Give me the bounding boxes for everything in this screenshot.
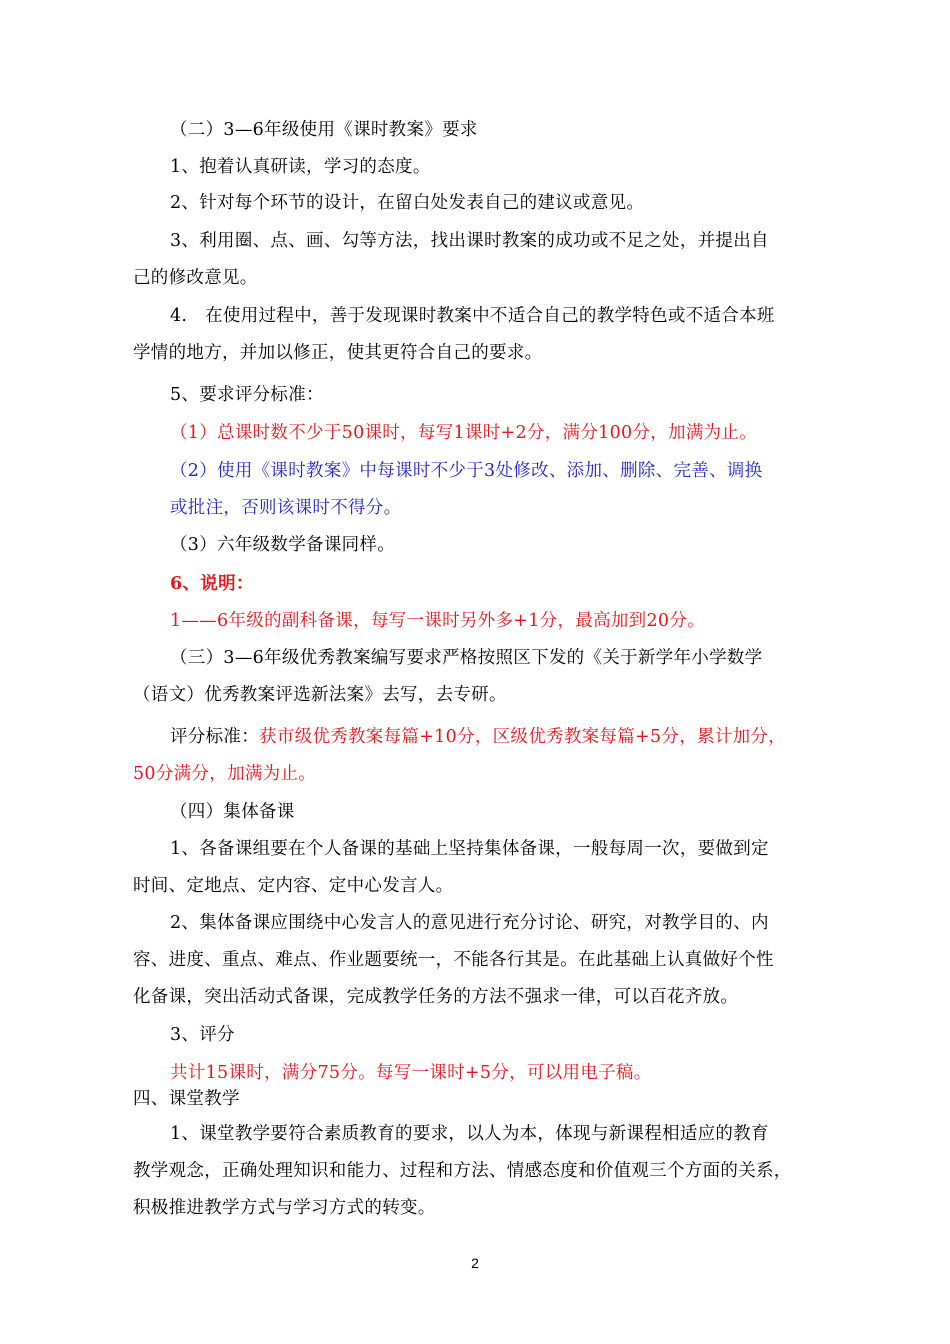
scoring-rule-1 (170, 421, 757, 445)
item-2 (170, 191, 644, 215)
collective-scoring (170, 1061, 652, 1085)
text: （语文）优秀教案评选新法案》去写，去专研。 (133, 685, 507, 705)
item-4-line1 (170, 304, 775, 328)
text: 教学观念，正确处理知识和能力、过程和方法、情感态度和价值观三个方面的关系， (133, 1161, 792, 1181)
text: 积极推进教学方式与学习方式的转变。 (133, 1198, 436, 1218)
text: 50分满分，加满为止。 (133, 764, 317, 784)
collective-item-2-line2 (133, 948, 774, 972)
text: 2、集体备课应围绕中心发言人的意见进行充分讨论、研究，对教学目的、内 (170, 913, 769, 933)
text: 己的修改意见。 (133, 268, 258, 288)
item-5 (170, 383, 324, 407)
text: 3、利用圈、点、画、勾等方法，找出课时教案的成功或不足之处，并提出自 (170, 231, 769, 251)
text: 1、课堂教学要符合素质教育的要求，以人为本，体现与新课程相适应的教育 (170, 1124, 769, 1144)
text: 5、要求评分标准： (170, 385, 324, 405)
collective-item-2-line3 (133, 985, 738, 1009)
page-number: 2 (471, 1255, 479, 1271)
scoring-rule-2-line1 (170, 459, 762, 483)
classroom-item-1-line1 (170, 1122, 769, 1146)
text: 四、课堂教学 (133, 1089, 240, 1109)
section-4-classroom-teaching (133, 1087, 240, 1111)
heading-2-3-6-lesson-plan (170, 118, 478, 142)
text: 1、抱着认真研读，学习的态度。 (170, 157, 431, 177)
excellent-plan-scoring-line1 (170, 725, 786, 749)
text: （四）集体备课 (170, 802, 295, 822)
text: 学情的地方，并加以修正，使其更符合自己的要求。 (133, 343, 543, 363)
label: 评分标准： (170, 727, 259, 747)
scoring-rule-3 (170, 533, 395, 557)
text: 共计15课时，满分75分。每写一课时+5分，可以用电子稿。 (170, 1063, 652, 1083)
text: （三）3—6年级优秀教案编写要求严格按照区下发的《关于新学年小学数学 (170, 648, 763, 668)
text: （1）总课时数不少于50课时，每写1课时+2分，满分100分，加满为止。 (170, 423, 758, 443)
scoring-rule-2-line2 (170, 496, 401, 520)
item-3-line1 (170, 229, 769, 253)
item-6-heading (170, 572, 254, 596)
heading-4-collective (170, 800, 295, 824)
classroom-item-1-line3 (133, 1196, 436, 1220)
item-3-line2 (133, 266, 258, 290)
text: 1、各备课组要在个人备课的基础上坚持集体备课，一般每周一次，要做到定 (170, 839, 769, 859)
text: 1——6年级的副科备课，每写一课时另外多+1分，最高加到20分。 (170, 611, 705, 631)
item-1 (170, 155, 431, 179)
text: 时间、定地点、定内容、定中心发言人。 (133, 876, 454, 896)
collective-item-3 (170, 1023, 235, 1047)
excellent-plan-scoring-line2 (133, 762, 316, 786)
collective-item-1-line1 (170, 837, 769, 861)
item-6-note (170, 609, 705, 633)
text: 6、说明： (170, 574, 254, 594)
heading-3-excellent-plan-line2 (133, 683, 507, 707)
item-4-line2 (133, 341, 542, 365)
text: （3）六年级数学备课同样。 (170, 535, 396, 555)
scoring-detail: 获市级优秀教案每篇+10分，区级优秀教案每篇+5分，累计加分， (259, 727, 787, 747)
text: 4. 在使用过程中，善于发现课时教案中不适合自己的教学特色或不适合本班 (170, 306, 775, 326)
text: 或批注，否则该课时不得分。 (170, 498, 402, 518)
collective-item-1-line2 (133, 874, 453, 898)
collective-item-2-line1 (170, 911, 769, 935)
heading-3-excellent-plan-line1 (170, 646, 762, 670)
text: 2、针对每个环节的设计，在留白处发表自己的建议或意见。 (170, 193, 645, 213)
text: （2）使用《课时教案》中每课时不少于3处修改、添加、删除、完善、调换 (170, 461, 763, 481)
text: 化备课，突出活动式备课，完成教学任务的方法不强求一律，可以百花齐放。 (133, 987, 739, 1007)
text: （二）3—6年级使用《课时教案》要求 (170, 120, 478, 140)
text: 3、评分 (170, 1025, 235, 1045)
text: 容、进度、重点、难点、作业题要统一，不能各行其是。在此基础上认真做好个性 (133, 950, 774, 970)
classroom-item-1-line2 (133, 1159, 792, 1183)
